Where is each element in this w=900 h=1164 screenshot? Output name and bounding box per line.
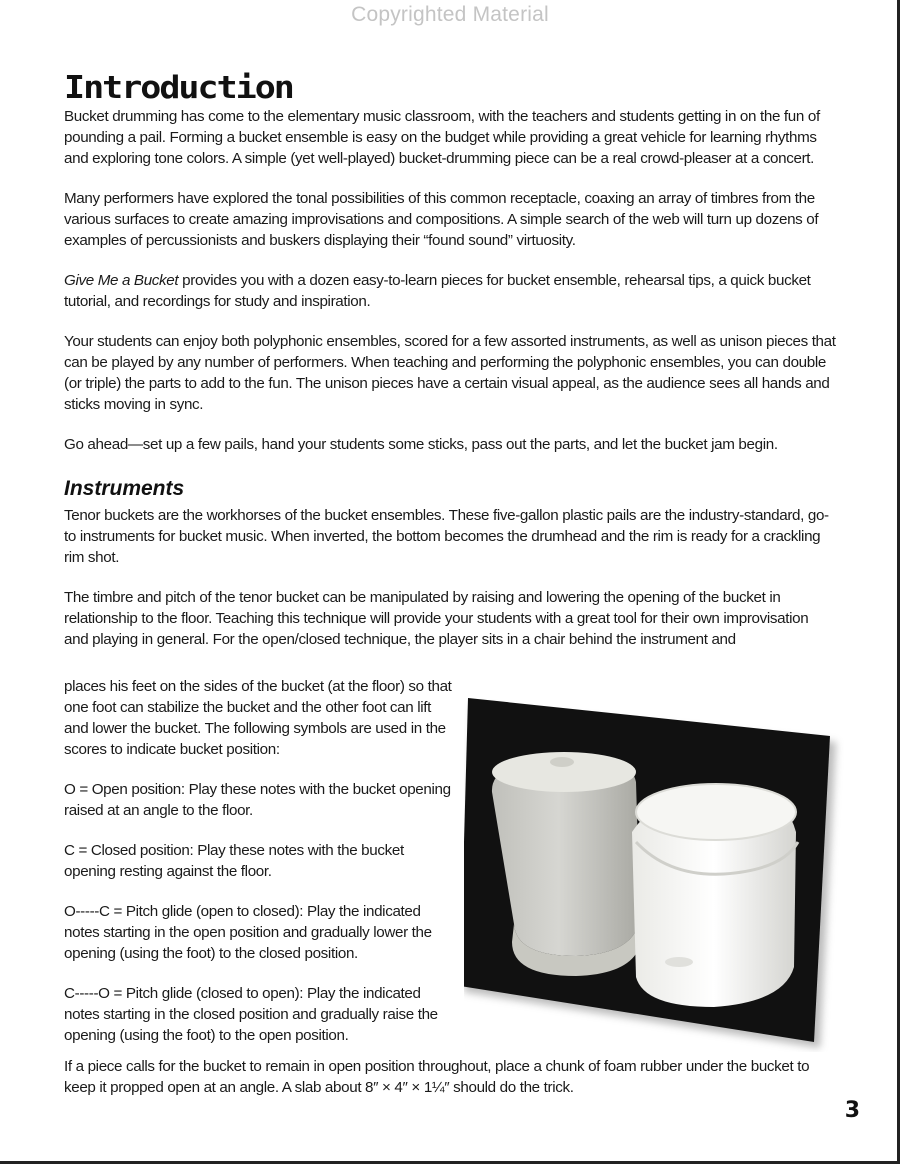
- bucket-photo-image: [464, 692, 844, 1052]
- bucket-photo: [464, 692, 844, 1052]
- intro-paragraph-3-text: provides you with a dozen easy-to-learn pieces for bucket ensemble, rehearsal tips, a quick bucket tutorial, and recordings for study and inspiration.: [64, 272, 811, 310]
- technique-text-before-photo: The timbre and pitch of the tenor bucket can be manipulated by raising and lowering the opening of the bucket in relationship to the floor. Teaching this technique will provide your students with a great tool for their own improvisation and playing in general. For the open/closed technique, the player sits in a chair behind the instrument and: [64, 589, 809, 648]
- instruments-paragraph-2: [64, 587, 836, 650]
- intro-paragraph-5: Go ahead—set up a few pails, hand your students some sticks, pass out the parts, and let the bucket jam begin.: [64, 436, 778, 453]
- symbol-open: O = Open position: Play these notes with the bucket opening raised at an angle to the floor.: [64, 781, 451, 819]
- symbol-glide-closed-to-open: C-----O = Pitch glide (closed to open): Play the indicated notes starting in the closed position and gradually raise the opening (using the foot) to the open position.: [64, 985, 438, 1044]
- intro-paragraph-4: Your students can enjoy both polyphonic ensembles, scored for a few assorted instruments, as well as unison pieces that can be played by any number of performers. When teaching and performing the polyphonic ensembles, you can double (or triple) the parts to add to the fun. The unison pieces have a certain visual appeal, as the audience sees all hands and sticks moving in sync.: [64, 333, 836, 413]
- symbol-closed: C = Closed position: Play these notes with the bucket opening resting against the floor.: [64, 842, 404, 880]
- copyright-watermark: Copyrighted Material: [351, 3, 549, 26]
- instruments-heading: Instruments: [64, 477, 185, 500]
- intro-paragraph-3: [64, 270, 836, 312]
- book-title: Give Me a Bucket: [64, 272, 179, 289]
- page-content: [64, 64, 836, 650]
- instruments-paragraph-1: Tenor buckets are the workhorses of the bucket ensembles. These five-gallon plastic pails are the industry-standard, go-to instruments for bucket music. When inverted, the bottom becomes the drumhead and the rim is ready for a crackling rim shot.: [64, 507, 829, 566]
- intro-paragraph-2: Many performers have explored the tonal possibilities of this common receptacle, coaxing an array of timbres from the various surfaces to create amazing improvisations and compositions. A simple search of the web will turn up dozens of examples of percussionists and buskers displaying their “found sound” virtuosity.: [64, 190, 819, 249]
- introduction-heading: Introduction: [64, 70, 293, 107]
- symbol-glide-open-to-closed: O-----C = Pitch glide (open to closed): Play the indicated notes starting in the open position and gradually lower the opening (using the foot) to the closed position.: [64, 903, 432, 962]
- symbols-column: [64, 676, 456, 1065]
- technique-text-beside-photo: places his feet on the sides of the bucket (at the floor) so that one foot can stabilize the bucket and the other foot can lift and lower the bucket. The following symbols are used in the scores to indicate bucket position:: [64, 678, 452, 758]
- intro-paragraph-1: Bucket drumming has come to the elementary music classroom, with the teachers and students getting in on the fun of pounding a pail. Forming a bucket ensemble is easy on the budget while providing a great vehicle for learning rhythms and exploring tone colors. A simple (yet well-played) bucket-drumming piece can be a real crowd-pleaser at a concert.: [64, 108, 820, 167]
- foam-rubber-paragraph: If a piece calls for the bucket to remain in open position throughout, place a chunk of foam rubber under the bucket to keep it propped open at an angle. A slab about 8″ × 4″ × 1¼″ should do the trick.: [64, 1058, 810, 1096]
- page-number: 3: [844, 1098, 860, 1123]
